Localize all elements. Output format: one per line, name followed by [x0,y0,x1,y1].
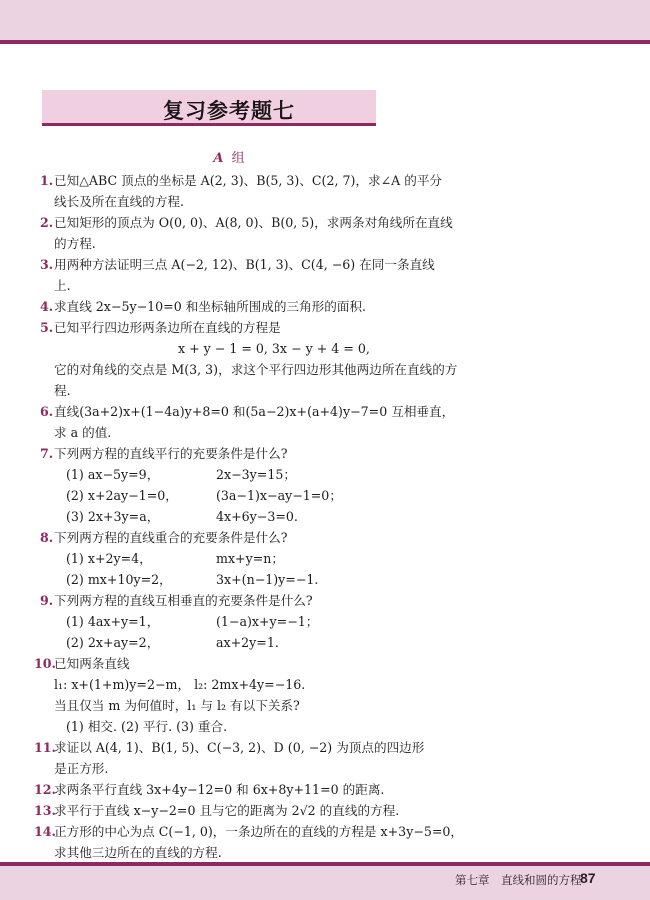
problem-text-second-equation: (1−a)x+y=−1； [216,614,319,629]
top-decorative-band [0,0,650,40]
problem-text: 用两种方法证明三点 A(−2, 12)、B(1, 3)、C(4, −6) 在同一条直线 [54,257,435,272]
problem-number: 8. [40,530,54,545]
problem-number: 4. [40,299,54,314]
problem-number: 6. [40,404,54,419]
problem-text: 求 a 的值. [54,425,112,440]
problem-text: 正方形的中心为点 C(−1, 0)，一条边所在的直线的方程是 x+3y−5=0， [54,824,464,839]
problem-text: 上. [54,278,71,293]
problem-number: 3. [40,257,54,272]
problem-text: 下列两方程的直线平行的充要条件是什么? [54,446,288,461]
problem-text: 程. [54,383,71,398]
problem-text-second-equation: 4x+6y−3=0. [216,509,298,524]
problem-text: 求平行于直线 x−y−2=0 且与它的距离为 2√2 的直线的方程. [54,803,400,818]
problem-text: (1) x+2y=4， [66,551,152,566]
problem-text: 已知平行四边形两条边所在直线的方程是 [54,320,281,335]
page-title: 复习参考题七 [163,99,295,123]
problem-text: (2) 2x+ay=2， [66,635,160,650]
problem-text-second-equation: 3x+(n−1)y=−1. [216,572,319,587]
problem-text: 是正方形. [54,761,109,776]
problem-number: 2. [40,215,54,230]
problem-number: 5. [40,320,54,335]
group-heading [0,147,460,166]
group-letter: A [213,151,226,166]
problem-text: (1) 相交. (2) 平行. (3) 重合. [66,719,228,734]
problem-text: 它的对角线的交点是 M(3, 3)，求这个平行四边形其他两边所在直线的方 [54,362,458,377]
problem-text: 求其他三边所在的直线的方程. [54,845,222,860]
problem-number: 10. [34,656,56,671]
problem-number: 7. [40,446,54,461]
top-rule [0,40,650,44]
problem-number: 12. [34,782,56,797]
footer-chapter-title: 第七章 直线和圆的方程 [455,873,582,887]
problem-number: 11. [34,740,56,755]
problem-text: (3) 2x+3y=a， [66,509,160,524]
problem-text: 下列两方程的直线互相垂直的充要条件是什么? [54,593,313,608]
problem-text-second-equation: 2x−3y=15； [216,467,296,482]
problem-text: (2) x+2ay−1=0， [66,488,178,503]
section-title-box [42,90,376,126]
problem-text: x + y − 1 = 0, 3x − y + 4 = 0, [178,341,370,356]
problem-text: 线长及所在直线的方程. [54,194,184,209]
problem-text: 求直线 2x−5y−10=0 和坐标轴所围成的三角形的面积. [54,299,367,314]
problem-number: 13. [34,803,56,818]
problem-text-second-equation: ax+2y=1. [216,635,279,650]
problem-text: 直线(3a+2)x+(1−4a)y+8=0 和(5a−2)x+(a+4)y−7=0 互相垂直， [54,404,455,419]
problem-text: 当且仅当 m 为何值时，l₁ 与 l₂ 有以下关系? [54,698,300,713]
problem-text: 已知矩形的顶点为 O(0, 0)、A(8, 0)、B(0, 5)，求两条对角线所在直线 [54,215,453,230]
problem-number: 1. [40,173,54,188]
problem-text-second-equation: mx+y=n； [216,551,284,566]
problem-text: (2) mx+10y=2， [66,572,172,587]
problem-text: (1) ax−5y=9， [66,467,160,482]
problem-text: 求证以 A(4, 1)、B(1, 5)、C(−3, 2)、D (0, −2) 为顶点的四边形 [54,740,425,755]
problem-text: 已知△ABC 顶点的坐标是 A(2, 3)、B(5, 3)、C(2, 7)，求∠A 的平分 [54,173,443,188]
problem-text: 下列两方程的直线重合的充要条件是什么? [54,530,288,545]
problem-text-second-equation: (3a−1)x−ay−1=0； [216,488,342,503]
problem-text: l₁: x+(1+m)y=2−m， l₂: 2mx+4y=−16. [54,677,306,692]
problem-text: 已知两条直线 [54,656,130,671]
problem-number: 9. [40,593,54,608]
problem-number: 14. [34,824,56,839]
group-label: 组 [231,151,247,166]
problem-text: 求两条平行直线 3x+4y−12=0 和 6x+8y+11=0 的距离. [54,782,385,797]
problem-text: 的方程. [54,236,96,251]
page-number: 87 [580,870,596,886]
problem-text: (1) 4ax+y=1， [66,614,160,629]
